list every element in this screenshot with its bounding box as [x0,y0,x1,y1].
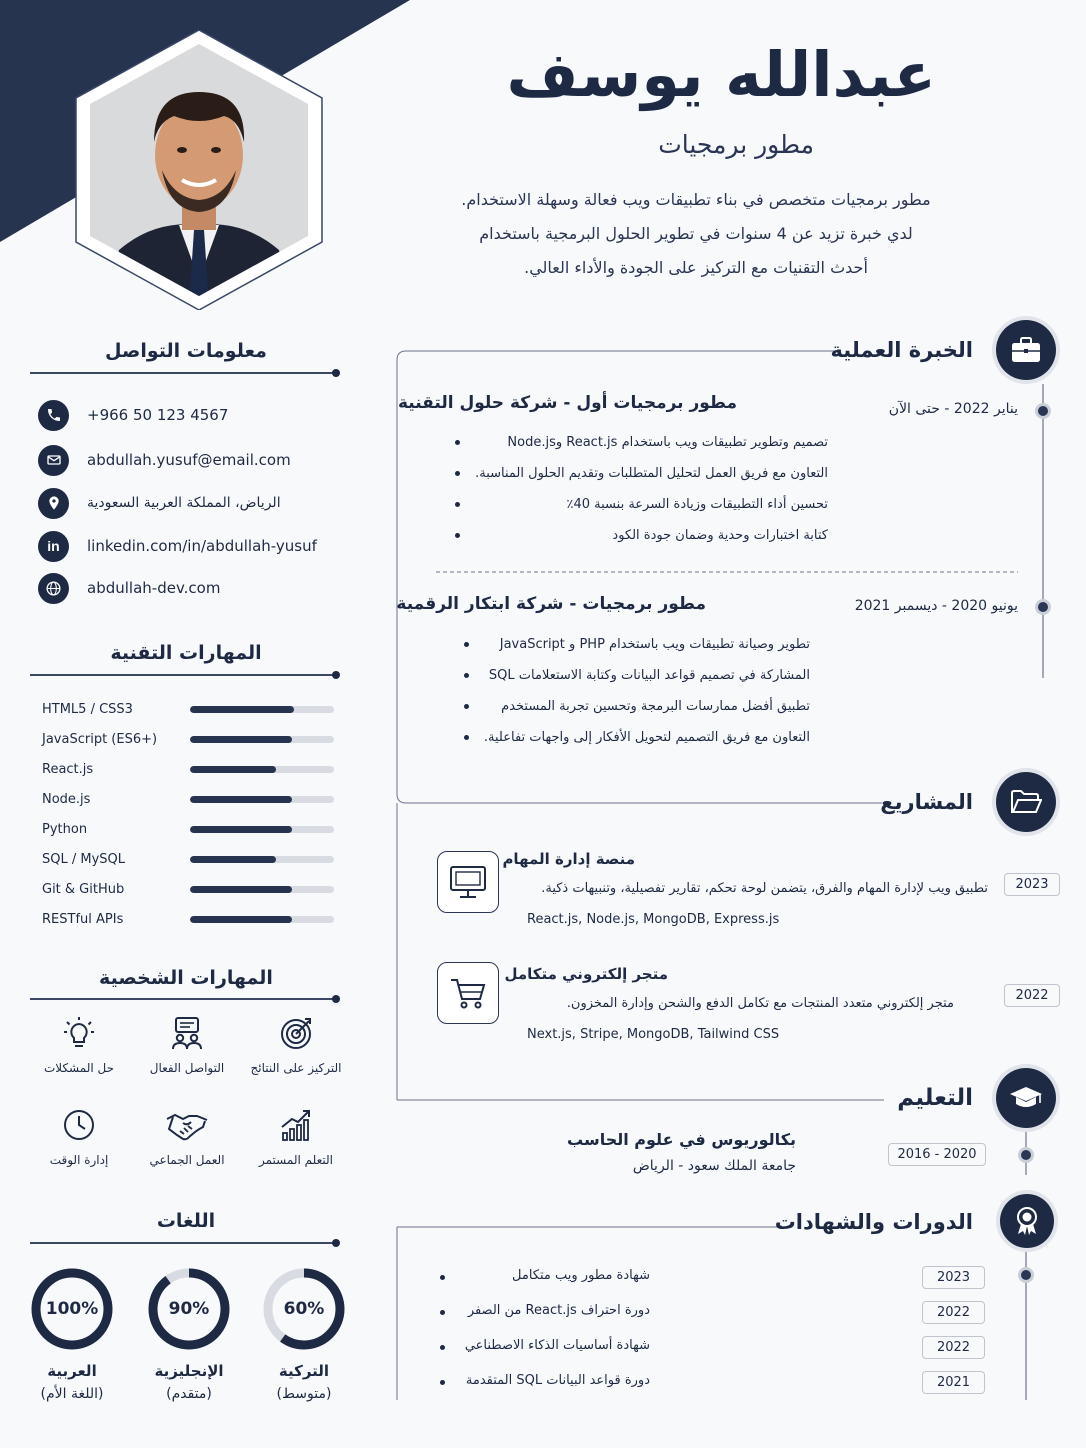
award-section-icon [1000,1194,1054,1248]
course-bullet [440,1380,445,1385]
courses-heading: الدورات والشهادات [774,1210,973,1234]
education-heading: التعليم [897,1085,973,1111]
candidate-name: عبدالله يوسف [506,38,936,111]
job-title: مطور برمجيات أول - شركة حلول التقنية [397,393,737,413]
job-title: مطور برمجيات - شركة ابتكار الرقمية [396,594,706,614]
contact-location-text: الرياض، المملكة العربية السعودية [87,495,281,511]
course-name: شهادة أساسيات الذكاء الاصطناعي [464,1338,650,1353]
job-bullet: التعاون مع فريق العمل لتحليل المتطلبات وتقديم الحلول المناسبة. [475,458,828,489]
course-bullet [440,1310,445,1315]
tech-skill-name: Node.js [42,791,91,807]
timeline-dot [1021,1270,1031,1280]
project-title: متجر إلكتروني متكامل [504,965,668,983]
timeline-dot [1021,1150,1031,1160]
job-bullet: تطوير وصيانة تطبيقات ويب باستخدام PHP و JavaScript [484,629,810,660]
course-bullet [440,1275,445,1280]
summary-line: أحدث التقنيات مع التركيز على الجودة والأداء العالي. [524,258,868,277]
course-name: شهادة مطور ويب متكامل [512,1268,650,1283]
briefcase-icon [1011,337,1041,363]
soft-skill-label: التركيز على النتائج [250,1061,342,1075]
job-bullet: تصميم وتطوير تطبيقات ويب باستخدام React.js وNode.js [475,427,828,458]
soft-skill-label: التعلم المستمر [259,1153,333,1167]
contact-email-text: abdullah.yusuf@email.com [87,451,291,469]
language-level: (متقدم) [166,1386,212,1402]
education-years: 2016 - 2020 [888,1143,986,1166]
graduation-section-icon [996,1068,1056,1128]
monitor-icon [449,865,487,899]
soft-skill-label: حل المشكلات [43,1061,115,1075]
job-bullet: المشاركة في تصميم قواعد البيانات وكتابة الاستعلامات SQL [484,660,810,691]
tech-skill-name: Python [42,821,88,837]
tech-skill-name: JavaScript (ES6+) [42,731,158,747]
job-bullets [475,427,828,551]
timeline-dot [1038,602,1048,612]
job-bullet: كتابة اختبارات وحدية وضمان جودة الكود [475,520,828,551]
job-date: يونيو 2020 - ديسمبر 2021 [854,598,1018,614]
tech-skill-name: SQL / MySQL [42,851,126,867]
project-tech: Next.js, Stripe, MongoDB, Tailwind CSS [527,1027,780,1042]
projects-heading: المشاريع [880,790,973,814]
timeline-dot [1038,406,1048,416]
tech-skills-heading: المهارات التقنية [110,642,262,664]
soft-skill-label: التواصل الفعال [149,1061,225,1075]
soft-skills-heading: المهارات الشخصية [99,967,273,989]
job-bullet: تحسين أداء التطبيقات وزيادة السرعة بنسبة 40٪ [475,489,828,520]
language-name: الإنجليزية [154,1362,224,1380]
language-percent: 90% [168,1299,210,1319]
project-year: 2023 [1004,873,1060,896]
soft-skill-label: العمل الجماعي [149,1153,225,1167]
tech-skill-name: Git & GitHub [42,881,125,897]
folder-icon [1010,789,1042,815]
contact-heading: معلومات التواصل [105,340,267,362]
contact-linkedin-text: linkedin.com/in/abdullah-yusuf [87,537,317,555]
language-level: (اللغة الأم) [40,1386,104,1402]
graduation-cap-icon [1009,1085,1043,1111]
language-percent: 60% [283,1299,325,1319]
course-year: 2022 [922,1301,985,1324]
candidate-role: مطور برمجيات [658,130,814,159]
course-year: 2021 [922,1371,985,1394]
experience-heading: الخبرة العملية [830,338,973,362]
education-degree: بكالوريوس في علوم الحاسب [567,1130,796,1149]
summary-line: مطور برمجيات متخصص في بناء تطبيقات ويب فعالة وسهلة الاستخدام. [461,190,931,209]
project-icon-box [437,851,499,913]
folder-section-icon [996,772,1056,832]
language-name: التركية [278,1362,330,1380]
course-name: دورة قواعد البيانات SQL المتقدمة [465,1373,650,1388]
course-year: 2022 [922,1336,985,1359]
project-title: منصة إدارة المهام [502,850,635,868]
project-year: 2022 [1004,984,1060,1007]
award-icon [1014,1206,1040,1236]
tech-skill-name: HTML5 / CSS3 [42,701,133,717]
education-school: جامعة الملك سعود - الرياض [632,1158,796,1174]
job-bullets [484,629,810,753]
contact-website-text: abdullah-dev.com [87,579,221,597]
course-year: 2023 [922,1266,985,1289]
linkedin-icon: in [38,531,69,562]
job-bullet: تطبيق أفضل ممارسات البرمجة وتحسين تجربة المستخدم [484,691,810,722]
job-date: يناير 2022 - حتى الآن [888,401,1018,417]
contact-phone-text: +966 50 123 4567 [87,406,229,424]
course-bullet [440,1345,445,1350]
tech-skill-name: React.js [42,761,94,777]
job-bullet: التعاون مع فريق التصميم لتحويل الأفكار إلى واجهات تفاعلية. [484,722,810,753]
soft-skill-label: إدارة الوقت [49,1153,109,1167]
project-description: تطبيق ويب لإدارة المهام والفرق، يتضمن لوحة تحكم، تقارير تفصيلية، وتنبيهات ذكية. [541,881,988,896]
project-tech: React.js, Node.js, MongoDB, Express.js [527,912,780,927]
briefcase-section-icon [996,320,1056,380]
project-description: متجر إلكتروني متعدد المنتجات مع تكامل الدفع والشحن وإدارة المخزون. [566,996,954,1011]
languages-heading: اللغات [156,1210,216,1232]
language-level: (متوسط) [276,1386,332,1402]
summary-line: لدي خبرة تزيد عن 4 سنوات في تطوير الحلول البرمجية باستخدام [479,224,913,243]
language-name: العربية [47,1362,97,1380]
tech-skill-name: RESTful APIs [42,911,124,927]
language-percent: 100% [45,1299,99,1319]
cart-icon [449,976,487,1010]
course-name: دورة احتراف React.js من الصفر [467,1303,650,1318]
project-icon-box [437,962,499,1024]
